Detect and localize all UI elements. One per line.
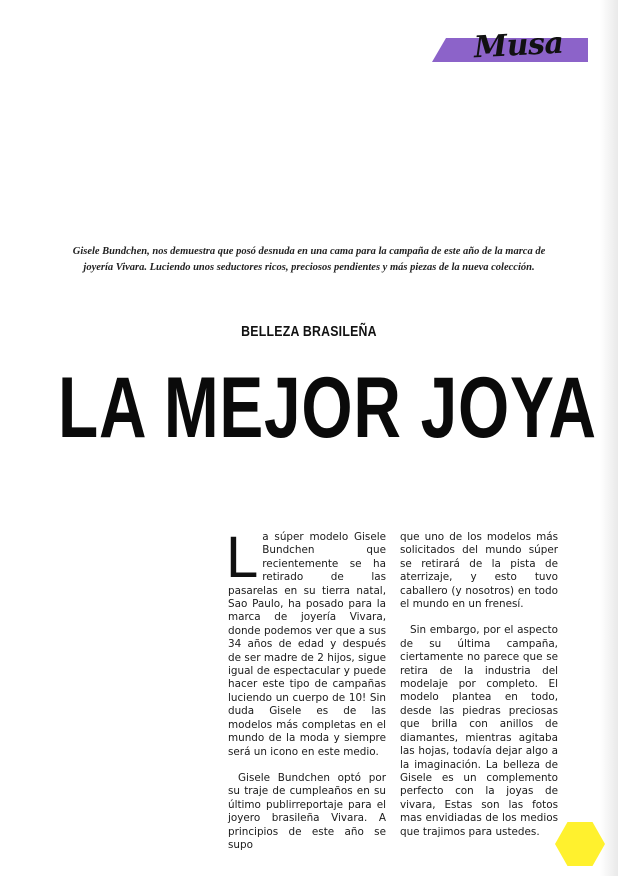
article-column-1 bbox=[226, 525, 386, 852]
column-2-paragraph-2: Sin embargo, por el aspecto de su última campaña, ciertamente no parece que se retira de la industria del modelaje por completo. El modelo plantea en todo, desde las piedras preciosas que brilla con anillos de diamantes, mientras agitaba las hojas, todavía dejar algo a la imaginación. La belleza de Gisele es un complemento perfecto con la joyas de vivara, Estas son las fotos mas envidiadas de los medios que trajimos para ustedes. bbox=[400, 624, 558, 838]
column-1-paragraph-1: a súper modelo Gisele Bundchen que recientemente se ha retirado de las pasarelas en su tierra natal, Sao Paulo, ha posado para la marca de joyería Vivara, donde podemos ver que a sus 34 años de edad y después de ser madre de 2 hijos, sigue igual de espectacular y puede hacer este tipo de campañas luciendo un cuerpo de 10! Sin duda Gisele es de las modelos más completas en el mundo de la moda y siempre será un icono en este medio. bbox=[228, 531, 386, 758]
kicker: BELLEZA BRASILEÑA bbox=[241, 323, 377, 340]
article-column-2 bbox=[400, 531, 558, 839]
intro-deck: Gisele Bundchen, nos demuestra que posó desnuda en una cama para la campaña de este año de la marca de joyería Vivara. Luciendo unos seductores ricos, preciosos pendientes y más piezas de la nueva colección. bbox=[72, 246, 546, 273]
column-1-paragraph-2: Gisele Bundchen optó por su traje de cumpleaños en su último publirreportaje para el joyero brasileña Vivara. A principios de este año se supo bbox=[228, 771, 386, 851]
page-edge-shadow bbox=[600, 0, 618, 876]
drop-cap: L bbox=[226, 525, 259, 590]
decorative-hexagon bbox=[555, 822, 605, 866]
headline: LA MEJOR JOYA bbox=[58, 360, 597, 456]
section-tag-label: Musa bbox=[473, 25, 565, 66]
column-2-paragraph-1: que uno de los modelos más solicitados del mundo súper se retirará de la pista de aterrizaje, y esto tuvo caballero (y nosotros) en todo el mundo en un frenesí. bbox=[400, 531, 558, 611]
